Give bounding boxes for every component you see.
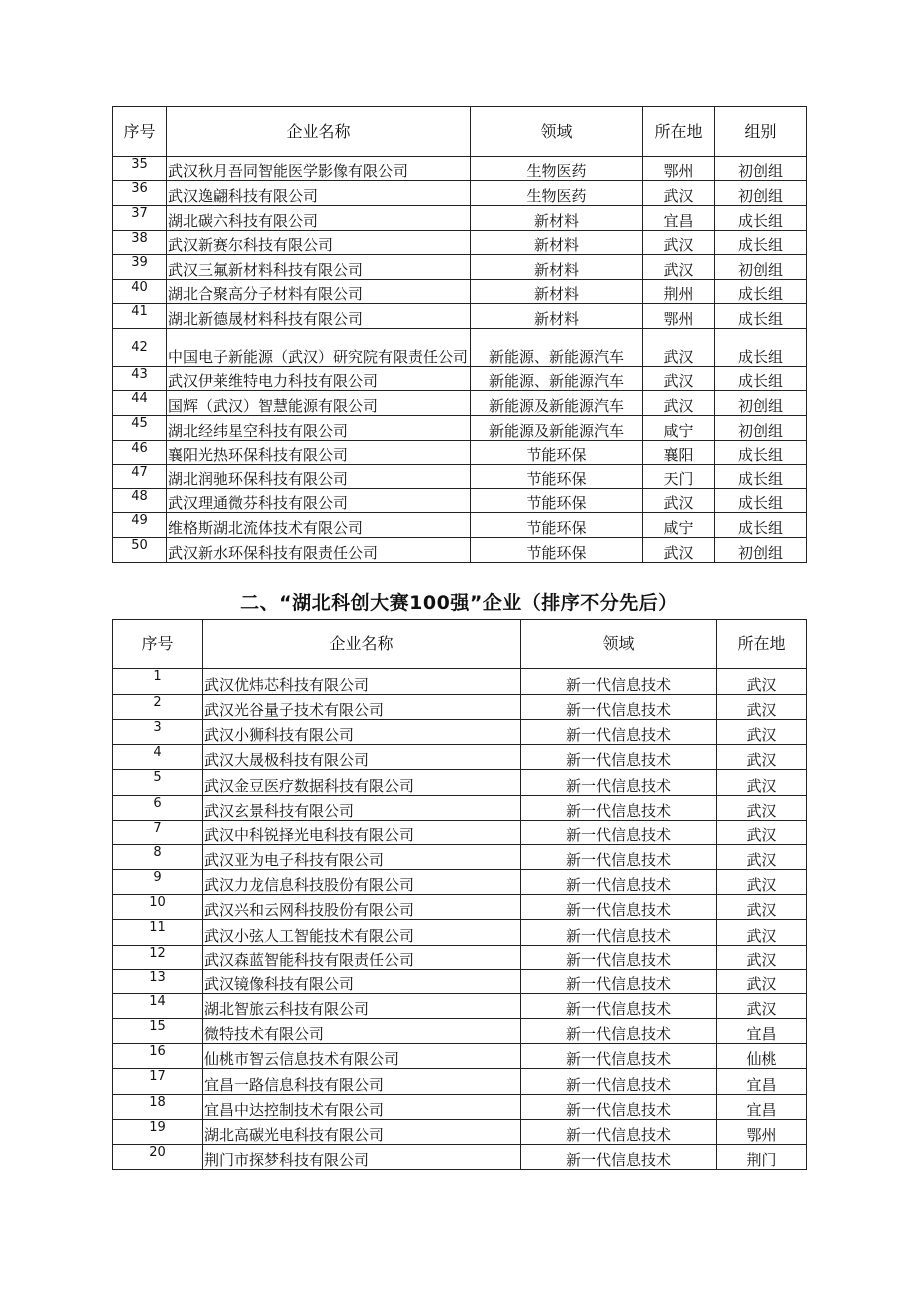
group: 成长组 xyxy=(715,231,807,255)
company-name: 武汉力龙信息科技股份有限公司 xyxy=(203,870,521,895)
location: 武汉 xyxy=(643,489,715,513)
field: 生物医药 xyxy=(471,181,643,206)
table-row xyxy=(113,391,807,416)
company-name: 武汉新水环保科技有限责任公司 xyxy=(167,538,471,563)
field: 新材料 xyxy=(471,231,643,255)
table-row xyxy=(113,181,807,206)
location: 武汉 xyxy=(643,538,715,563)
table-row xyxy=(113,255,807,280)
location: 仙桃 xyxy=(717,1044,807,1069)
table-row xyxy=(113,304,807,329)
row-seq: 43 xyxy=(113,367,167,391)
header-seq: 序号 xyxy=(113,107,167,157)
location: 荆州 xyxy=(643,280,715,304)
row-seq: 40 xyxy=(113,280,167,304)
header-field: 领域 xyxy=(521,620,717,669)
table-row xyxy=(113,845,807,870)
company-name: 中国电子新能源（武汉）研究院有限责任公司 xyxy=(167,329,471,367)
field: 新材料 xyxy=(471,304,643,329)
table-row xyxy=(113,1069,807,1095)
row-seq: 39 xyxy=(113,255,167,280)
table-row xyxy=(113,489,807,513)
location: 宜昌 xyxy=(643,206,715,231)
company-name: 武汉伊莱维特电力科技有限公司 xyxy=(167,367,471,391)
row-seq: 17 xyxy=(113,1069,203,1095)
row-seq: 49 xyxy=(113,513,167,538)
field: 节能环保 xyxy=(471,465,643,489)
location: 武汉 xyxy=(643,391,715,416)
field: 新能源、新能源汽车 xyxy=(471,367,643,391)
row-seq: 2 xyxy=(113,695,203,720)
group: 初创组 xyxy=(715,181,807,206)
company-name: 宜昌中达控制技术有限公司 xyxy=(203,1095,521,1120)
row-seq: 10 xyxy=(113,895,203,920)
table-row xyxy=(113,720,807,745)
table-row xyxy=(113,870,807,895)
table-header-row xyxy=(113,620,807,669)
row-seq: 44 xyxy=(113,391,167,416)
field: 新一代信息技术 xyxy=(521,1145,717,1170)
header-location: 所在地 xyxy=(643,107,715,157)
header-group: 组别 xyxy=(715,107,807,157)
table-row xyxy=(113,770,807,796)
company-name: 微特技术有限公司 xyxy=(203,1019,521,1044)
field: 新一代信息技术 xyxy=(521,695,717,720)
field: 新材料 xyxy=(471,280,643,304)
company-name: 武汉玄景科技有限公司 xyxy=(203,796,521,821)
location: 鄂州 xyxy=(643,304,715,329)
location: 宜昌 xyxy=(717,1095,807,1120)
field: 新一代信息技术 xyxy=(521,946,717,970)
field: 新能源及新能源汽车 xyxy=(471,416,643,441)
table-row xyxy=(113,821,807,845)
table-row xyxy=(113,465,807,489)
table-row xyxy=(113,1120,807,1145)
location: 武汉 xyxy=(717,920,807,946)
table-row xyxy=(113,796,807,821)
company-name: 武汉亚为电子科技有限公司 xyxy=(203,845,521,870)
company-name: 武汉镜像科技有限公司 xyxy=(203,970,521,994)
group: 成长组 xyxy=(715,465,807,489)
group: 成长组 xyxy=(715,441,807,465)
header-seq: 序号 xyxy=(113,620,203,669)
field: 新能源、新能源汽车 xyxy=(471,329,643,367)
field: 新一代信息技术 xyxy=(521,895,717,920)
table-row xyxy=(113,946,807,970)
row-seq: 6 xyxy=(113,796,203,821)
field: 新一代信息技术 xyxy=(521,1095,717,1120)
field: 新材料 xyxy=(471,206,643,231)
table-row xyxy=(113,1145,807,1170)
company-name: 湖北经纬星空科技有限公司 xyxy=(167,416,471,441)
company-name: 湖北智旅云科技有限公司 xyxy=(203,994,521,1019)
location: 宜昌 xyxy=(717,1069,807,1095)
location: 武汉 xyxy=(643,181,715,206)
table-row xyxy=(113,367,807,391)
field: 新一代信息技术 xyxy=(521,1019,717,1044)
location: 宜昌 xyxy=(717,1019,807,1044)
row-seq: 12 xyxy=(113,946,203,970)
row-seq: 46 xyxy=(113,441,167,465)
location: 咸宁 xyxy=(643,513,715,538)
location: 鄂州 xyxy=(643,157,715,181)
row-seq: 5 xyxy=(113,770,203,796)
table-row xyxy=(113,1019,807,1044)
company-name: 湖北润驰环保科技有限公司 xyxy=(167,465,471,489)
field: 新一代信息技术 xyxy=(521,970,717,994)
location: 武汉 xyxy=(717,745,807,770)
field: 新一代信息技术 xyxy=(521,720,717,745)
group: 成长组 xyxy=(715,489,807,513)
table-row xyxy=(113,538,807,563)
table-row xyxy=(113,745,807,770)
table-row xyxy=(113,1044,807,1069)
row-seq: 16 xyxy=(113,1044,203,1069)
field: 新一代信息技术 xyxy=(521,796,717,821)
location: 天门 xyxy=(643,465,715,489)
location: 襄阳 xyxy=(643,441,715,465)
field: 新一代信息技术 xyxy=(521,770,717,796)
table-row xyxy=(113,329,807,367)
row-seq: 41 xyxy=(113,304,167,329)
group: 成长组 xyxy=(715,280,807,304)
company-name: 湖北合聚高分子材料有限公司 xyxy=(167,280,471,304)
table-row xyxy=(113,231,807,255)
field: 新一代信息技术 xyxy=(521,669,717,695)
table-row xyxy=(113,1095,807,1120)
location: 武汉 xyxy=(717,946,807,970)
location: 荆门 xyxy=(717,1145,807,1170)
row-seq: 3 xyxy=(113,720,203,745)
location: 武汉 xyxy=(717,821,807,845)
row-seq: 48 xyxy=(113,489,167,513)
row-seq: 11 xyxy=(113,920,203,946)
header-company: 企业名称 xyxy=(203,620,521,669)
company-name: 武汉理通微芬科技有限公司 xyxy=(167,489,471,513)
row-seq: 19 xyxy=(113,1120,203,1145)
company-name: 武汉兴和云网科技股份有限公司 xyxy=(203,895,521,920)
field: 新能源及新能源汽车 xyxy=(471,391,643,416)
header-location: 所在地 xyxy=(717,620,807,669)
field: 新一代信息技术 xyxy=(521,1069,717,1095)
row-seq: 7 xyxy=(113,821,203,845)
table-row xyxy=(113,970,807,994)
row-seq: 36 xyxy=(113,181,167,206)
field: 新一代信息技术 xyxy=(521,1044,717,1069)
location: 鄂州 xyxy=(717,1120,807,1145)
group: 初创组 xyxy=(715,255,807,280)
company-name: 武汉新赛尔科技有限公司 xyxy=(167,231,471,255)
row-seq: 8 xyxy=(113,845,203,870)
field: 新一代信息技术 xyxy=(521,994,717,1019)
company-name: 维格斯湖北流体技术有限公司 xyxy=(167,513,471,538)
company-name: 武汉小狮科技有限公司 xyxy=(203,720,521,745)
group: 初创组 xyxy=(715,391,807,416)
location: 武汉 xyxy=(717,970,807,994)
row-seq: 4 xyxy=(113,745,203,770)
location: 武汉 xyxy=(717,870,807,895)
location: 武汉 xyxy=(717,770,807,796)
group: 成长组 xyxy=(715,367,807,391)
company-name: 国辉（武汉）智慧能源有限公司 xyxy=(167,391,471,416)
field: 生物医药 xyxy=(471,157,643,181)
row-seq: 47 xyxy=(113,465,167,489)
field: 节能环保 xyxy=(471,441,643,465)
table-row xyxy=(113,994,807,1019)
group: 初创组 xyxy=(715,157,807,181)
table-row xyxy=(113,513,807,538)
row-seq: 45 xyxy=(113,416,167,441)
company-name: 武汉大晟极科技有限公司 xyxy=(203,745,521,770)
table-row xyxy=(113,920,807,946)
company-name: 仙桃市智云信息技术有限公司 xyxy=(203,1044,521,1069)
table-top100 xyxy=(112,619,807,1170)
company-name: 武汉小弦人工智能技术有限公司 xyxy=(203,920,521,946)
location: 武汉 xyxy=(717,669,807,695)
location: 咸宁 xyxy=(643,416,715,441)
company-name: 武汉金豆医疗数据科技有限公司 xyxy=(203,770,521,796)
table-row xyxy=(113,416,807,441)
company-name: 湖北新德晟材料科技有限公司 xyxy=(167,304,471,329)
field: 新一代信息技术 xyxy=(521,745,717,770)
company-name: 宜昌一路信息科技有限公司 xyxy=(203,1069,521,1095)
row-seq: 9 xyxy=(113,870,203,895)
field: 新一代信息技术 xyxy=(521,845,717,870)
company-name: 荆门市探梦科技有限公司 xyxy=(203,1145,521,1170)
field: 新材料 xyxy=(471,255,643,280)
row-seq: 35 xyxy=(113,157,167,181)
row-seq: 18 xyxy=(113,1095,203,1120)
location: 武汉 xyxy=(643,255,715,280)
location: 武汉 xyxy=(643,231,715,255)
location: 武汉 xyxy=(717,994,807,1019)
field: 新一代信息技术 xyxy=(521,870,717,895)
header-field: 领域 xyxy=(471,107,643,157)
company-name: 武汉三氟新材料科技有限公司 xyxy=(167,255,471,280)
company-name: 武汉中科锐择光电科技有限公司 xyxy=(203,821,521,845)
location: 武汉 xyxy=(717,845,807,870)
group: 成长组 xyxy=(715,329,807,367)
location: 武汉 xyxy=(717,796,807,821)
location: 武汉 xyxy=(717,895,807,920)
field: 节能环保 xyxy=(471,489,643,513)
table-row xyxy=(113,669,807,695)
field: 新一代信息技术 xyxy=(521,920,717,946)
group: 成长组 xyxy=(715,513,807,538)
field: 新一代信息技术 xyxy=(521,821,717,845)
row-seq: 37 xyxy=(113,206,167,231)
field: 新一代信息技术 xyxy=(521,1120,717,1145)
company-name: 武汉光谷量子技术有限公司 xyxy=(203,695,521,720)
group: 初创组 xyxy=(715,416,807,441)
location: 武汉 xyxy=(717,720,807,745)
company-name: 湖北碳六科技有限公司 xyxy=(167,206,471,231)
row-seq: 13 xyxy=(113,970,203,994)
group: 初创组 xyxy=(715,538,807,563)
table-row xyxy=(113,441,807,465)
row-seq: 14 xyxy=(113,994,203,1019)
table-row xyxy=(113,895,807,920)
company-name: 湖北高碳光电科技有限公司 xyxy=(203,1120,521,1145)
table-row xyxy=(113,206,807,231)
row-seq: 1 xyxy=(113,669,203,695)
row-seq: 38 xyxy=(113,231,167,255)
row-seq: 42 xyxy=(113,329,167,367)
section-heading: 二、“湖北科创大赛100强”企业（排序不分先后） xyxy=(240,592,678,614)
table-row xyxy=(113,695,807,720)
company-name: 武汉逸翩科技有限公司 xyxy=(167,181,471,206)
company-name: 武汉优炜芯科技有限公司 xyxy=(203,669,521,695)
table-header-row xyxy=(113,107,807,157)
group: 成长组 xyxy=(715,206,807,231)
table-row xyxy=(113,157,807,181)
location: 武汉 xyxy=(643,367,715,391)
company-name: 武汉森蓝智能科技有限责任公司 xyxy=(203,946,521,970)
company-name: 武汉秋月吾同智能医学影像有限公司 xyxy=(167,157,471,181)
field: 节能环保 xyxy=(471,538,643,563)
group: 成长组 xyxy=(715,304,807,329)
row-seq: 15 xyxy=(113,1019,203,1044)
header-company: 企业名称 xyxy=(167,107,471,157)
row-seq: 20 xyxy=(113,1145,203,1170)
row-seq: 50 xyxy=(113,538,167,563)
company-name: 襄阳光热环保科技有限公司 xyxy=(167,441,471,465)
location: 武汉 xyxy=(717,695,807,720)
location: 武汉 xyxy=(643,329,715,367)
table-growth-startup xyxy=(112,106,807,563)
table-row xyxy=(113,280,807,304)
field: 节能环保 xyxy=(471,513,643,538)
